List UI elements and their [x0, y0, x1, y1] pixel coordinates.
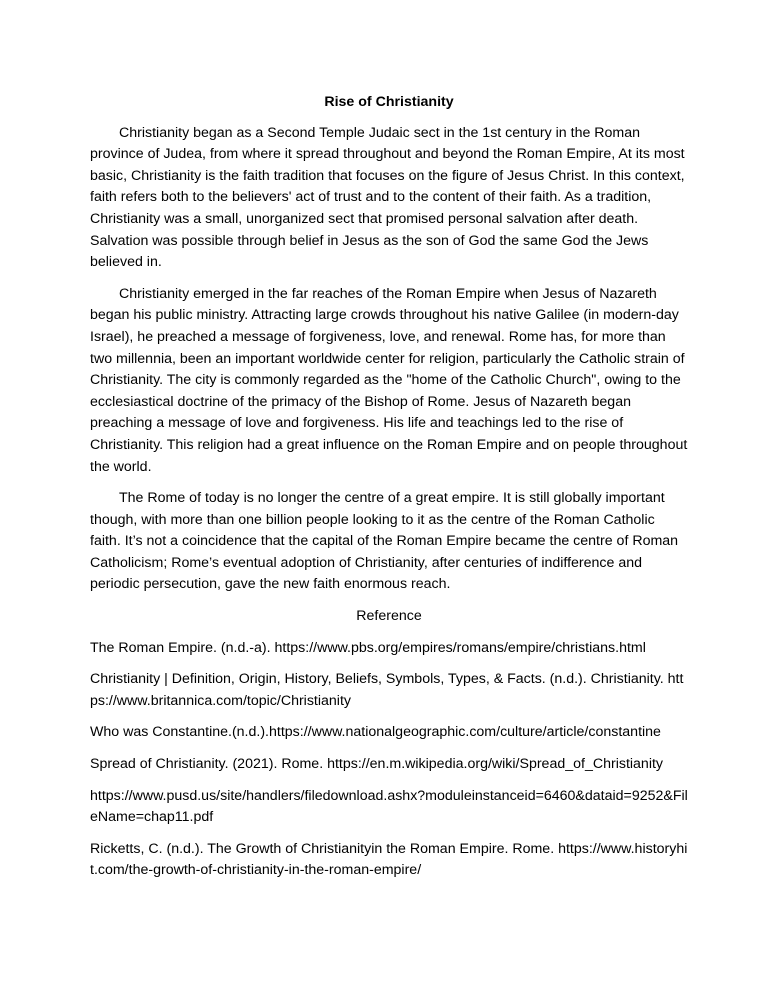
reference-entry: The Roman Empire. (n.d.-a). https://www.pbs.org/empires/romans/empire/christians.html — [90, 639, 646, 656]
body-paragraph: Christianity began as a Second Temple Judaic sect in the 1st century in the Roman province of Judea, from where it spread throughout and beyond the Roman Empire, At its most basic, Christianity is the faith tradition that focuses on the figure of Jesus Christ. In this context, faith refers both to the believers' act of trust and to the content of their faith. As a tradition, Christianity was a small, unorganized sect that promised personal salvation after death. Salvation was possible through belief in Jesus as the son of God the same God the Jews believed in. — [90, 124, 685, 271]
reference-entry: Christianity | Definition, Origin, History, Beliefs, Symbols, Types, & Facts. (n.d.). Christianity. https://www.britannica.com/topic/Christianity — [90, 671, 684, 709]
body-paragraph: Christianity emerged in the far reaches of the Roman Empire when Jesus of Nazareth began his public ministry. Attracting large crowds throughout his native Galilee (in modern-day Israel), he preached a message of forgiveness, love, and renewal. Rome has, for more than two millennia, been an important worldwide center for religion, particularly the Catholic strain of Christianity. The city is commonly regarded as the "home of the Catholic Church", owing to the ecclesiastical doctrine of the primacy of the Bishop of Rome. Jesus of Nazareth began preaching a message of love and forgiveness. His life and teachings led to the rise of Christianity. This religion had a great influence on the Roman Empire and on people throughout the world. — [90, 285, 688, 475]
document-body — [90, 92, 688, 882]
reference-entry: Spread of Christianity. (2021). Rome. https://en.m.wikipedia.org/wiki/Spread_of_Christianity — [90, 756, 664, 773]
reference-entry: https://www.pusd.us/site/handlers/filedownload.ashx?moduleinstanceid=6460&dataid=9252&FileName=chap11.pdf — [90, 787, 688, 826]
reference-entry: Ricketts, C. (n.d.). The Growth of Christianityin the Roman Empire. Rome. https://www.historyhit.com/the-growth-of-christianity-in-the-roman-empire/ — [90, 840, 688, 879]
reference-entry: Who was Constantine.(n.d.).https://www.nationalgeographic.com/culture/article/constantine — [90, 724, 661, 741]
reference-heading: Reference — [356, 608, 422, 625]
body-paragraph: The Rome of today is no longer the centre of a great empire. It is still globally important though, with more than one billion people looking to it as the centre of the Roman Catholic faith. It’s not a coincidence that the capital of the Roman Empire became the centre of Roman Catholicism; Rome’s eventual adoption of Christianity, after centuries of indifference and periodic persecution, gave the new faith enormous reach. — [90, 490, 679, 593]
document-title: Rise of Christianity — [324, 94, 454, 110]
